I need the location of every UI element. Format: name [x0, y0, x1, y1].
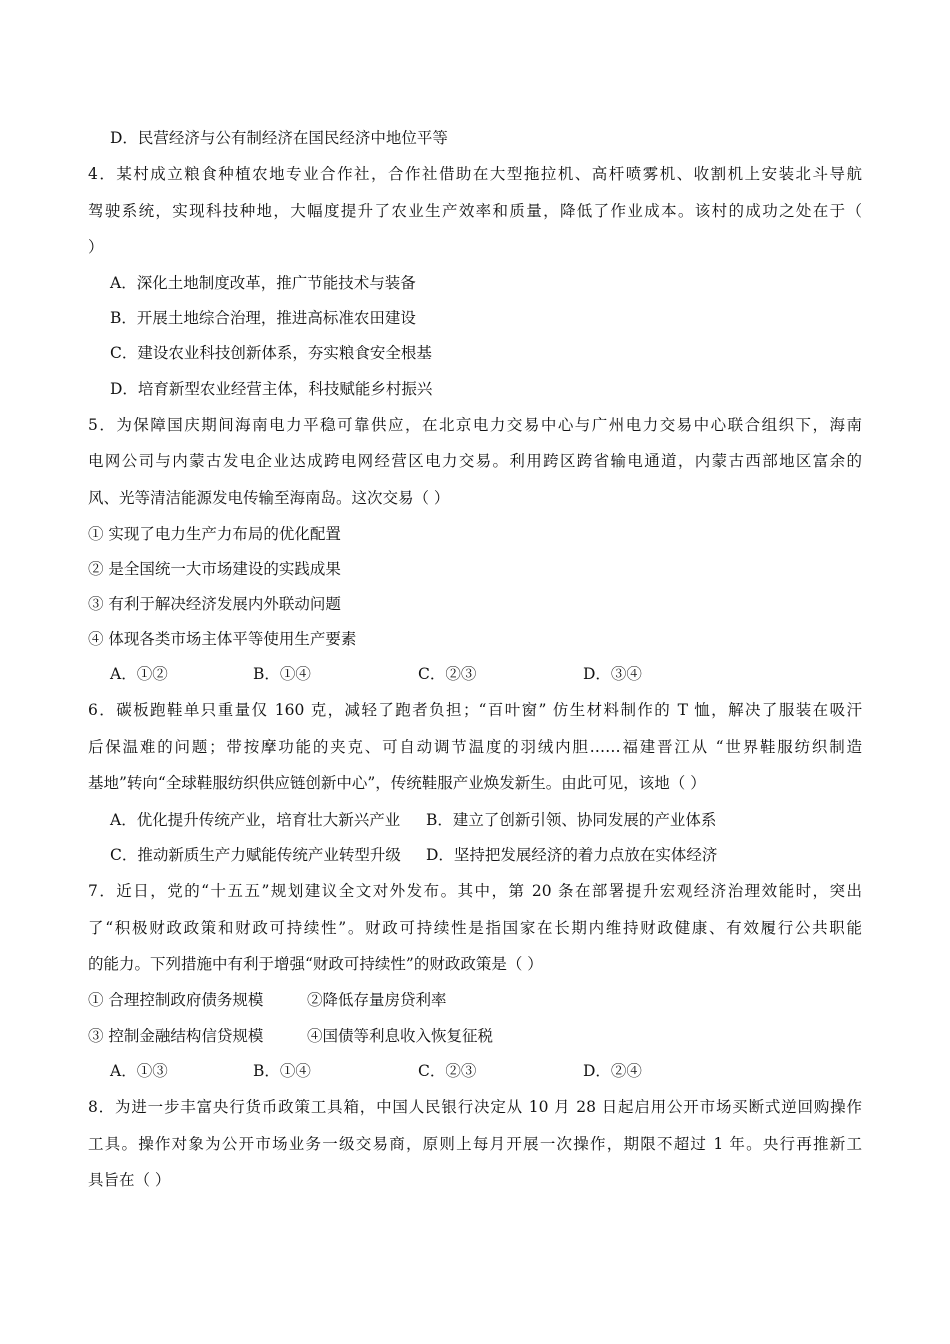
q5-item-4: ④ 体现各类市场主体平等使用生产要素	[88, 630, 357, 648]
q6-option-d: D．坚持把发展经济的着力点放在实体经济	[426, 846, 718, 864]
q5-item-2: ② 是全国统一大市场建设的实践成果	[88, 560, 341, 578]
q7-option-b: B．①④	[253, 1062, 311, 1080]
q5-stem-line-2: 电网公司与内蒙古发电企业达成跨电网经营区电力交易。利用跨区跨省输电通道，内蒙古西部地区富余的	[88, 452, 862, 470]
q4-option-b: B．开展土地综合治理，推进高标准农田建设	[110, 309, 416, 327]
q7-stem-line-2: 了“积极财政政策和财政可持续性”。财政可持续性是指国家在长期内维持财政健康、有效履行公共职能	[88, 919, 862, 937]
q5-option-d: D．③④	[583, 665, 642, 683]
q8-stem-line-2: 工具。操作对象为公开市场业务一级交易商，原则上每月开展一次操作，期限不超过 1 年。央行再推新工	[88, 1135, 862, 1153]
q7-option-a: A．①③	[110, 1062, 168, 1080]
q7-option-d: D．②④	[583, 1062, 642, 1080]
q5-item-3: ③ 有利于解决经济发展内外联动问题	[88, 595, 341, 613]
q6-option-a: A．优化提升传统产业，培育壮大新兴产业	[110, 811, 401, 829]
q6-option-b: B．建立了创新引领、协同发展的产业体系	[426, 811, 717, 829]
q5-stem-line-1: 5．为保障国庆期间海南电力平稳可靠供应，在北京电力交易中心与广州电力交易中心联合组织下，海南	[88, 416, 862, 434]
q3-option-d: D．民营经济与公有制经济在国民经济中地位平等	[110, 129, 448, 147]
q4-option-a: A．深化土地制度改革，推广节能技术与装备	[110, 274, 416, 292]
q5-item-1: ① 实现了电力生产力布局的优化配置	[88, 525, 341, 543]
q6-stem-line-1: 6．碳板跑鞋单只重量仅 160 克，减轻了跑者负担；“百叶窗” 仿生材料制作的 T 恤，解决了服装在吸汗	[88, 701, 862, 719]
q5-option-b: B．①④	[253, 665, 311, 683]
q7-stem-line-1: 7．近日，党的“十五五”规划建议全文对外发布。其中，第 20 条在部署提升宏观经济治理效能时，突出	[88, 882, 862, 900]
q4-stem-line-1: 4．某村成立粮食种植农地专业合作社，合作社借助在大型拖拉机、高杆喷雾机、收割机上安装北斗导航	[88, 165, 862, 183]
q4-option-c: C．建设农业科技创新体系，夯实粮食安全根基	[110, 344, 432, 362]
q5-stem-line-3: 风、光等清洁能源发电传输至海南岛。这次交易（ ）	[88, 489, 450, 507]
q8-stem-line-1: 8．为进一步丰富央行货币政策工具箱，中国人民银行决定从 10 月 28 日起启用公开市场买断式逆回购操作	[88, 1098, 862, 1116]
q5-option-a: A．①②	[110, 665, 168, 683]
q6-stem-line-3: 基地”转向“全球鞋服纺织供应链创新中心”，传统鞋服产业焕发新生。由此可见，该地（ ）	[88, 774, 706, 792]
q7-item-3: ③ 控制金融结构信贷规模	[88, 1027, 264, 1045]
q5-option-c: C．②③	[418, 665, 477, 683]
q8-stem-line-3: 具旨在（ ）	[88, 1171, 171, 1189]
q7-item-4: ④国债等利息收入恢复征税	[307, 1027, 494, 1045]
q7-stem-line-3: 的能力。下列措施中有利于增强“财政可持续性”的财政政策是（ ）	[88, 955, 543, 973]
q7-item-1: ① 合理控制政府债务规模	[88, 991, 264, 1009]
q6-stem-line-2: 后保温难的问题；带按摩功能的夹克、可自动调节温度的羽绒内胆……福建晋江从 “世界鞋服纺织制造	[88, 738, 862, 756]
q7-option-c: C．②③	[418, 1062, 477, 1080]
q4-stem-line-3: ）	[88, 238, 104, 256]
q6-option-c: C．推动新质生产力赋能传统产业转型升级	[110, 846, 401, 864]
q4-stem-line-2: 驾驶系统，实现科技种地，大幅度提升了农业生产效率和质量，降低了作业成本。该村的成功之处在于（	[88, 202, 862, 220]
q4-option-d: D．培育新型农业经营主体，科技赋能乡村振兴	[110, 380, 433, 398]
q7-item-2: ②降低存量房贷利率	[307, 991, 447, 1009]
